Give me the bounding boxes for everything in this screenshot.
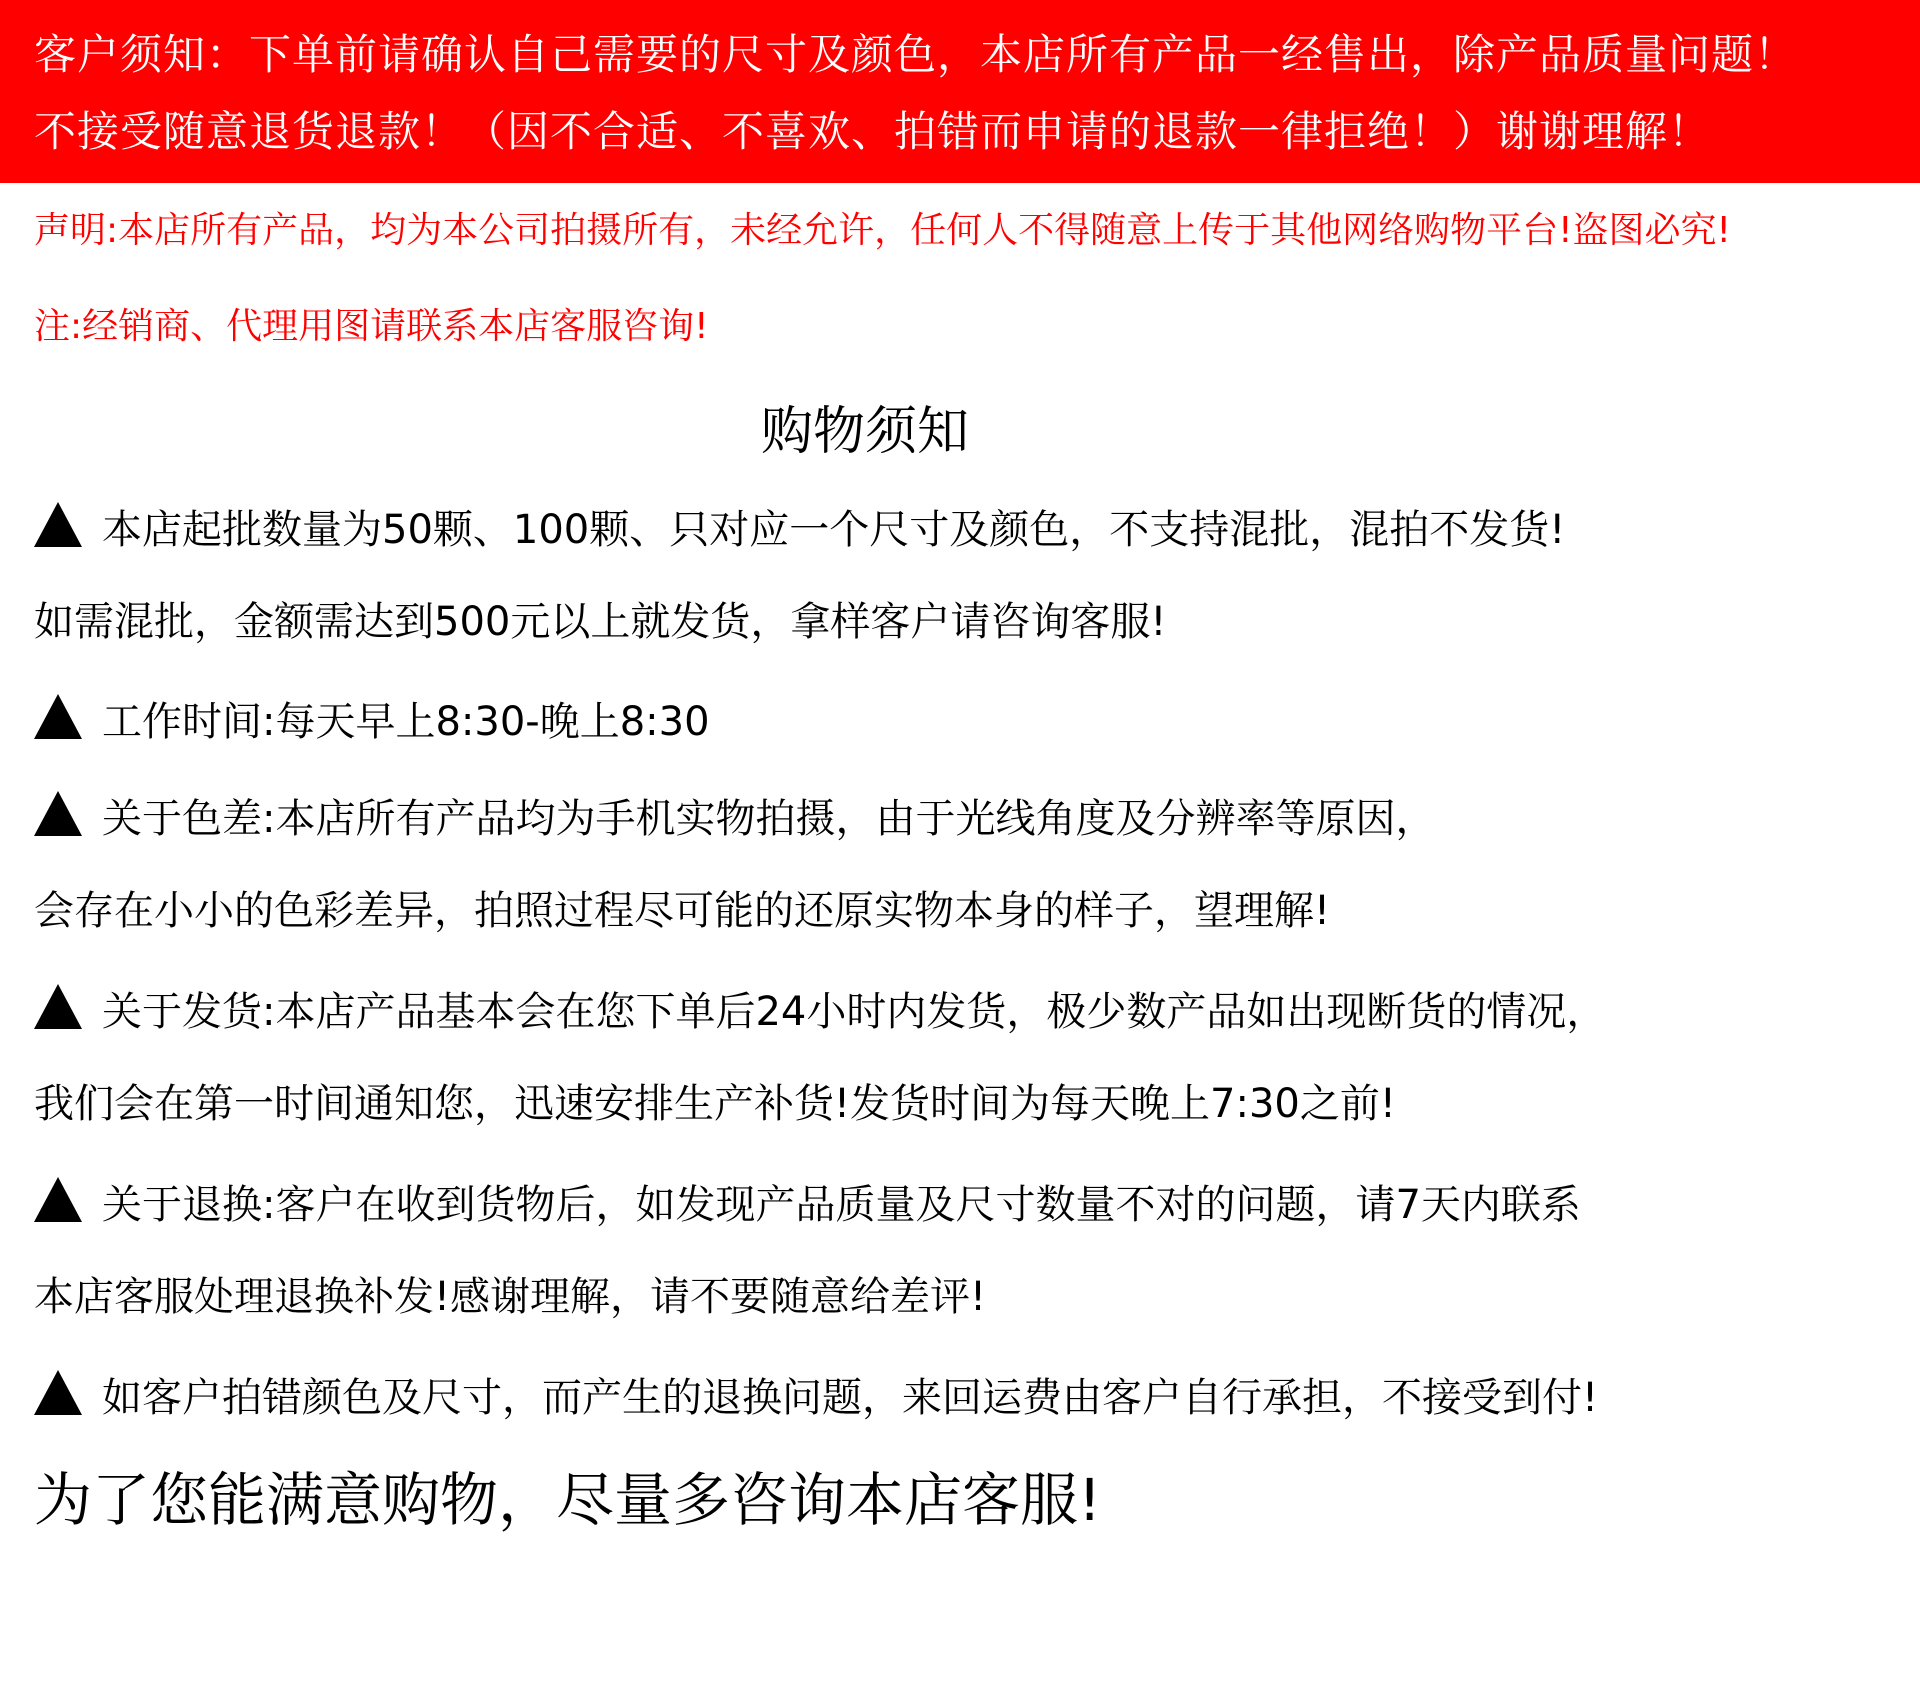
closing-message: 为了您能满意购物，尽量多咨询本店客服! (34, 1466, 1102, 1534)
triangle-bullet-icon (34, 502, 82, 547)
dealer-note: 注:经销商、代理用图请联系本店客服咨询! (34, 306, 709, 347)
returns-policy (34, 1177, 1894, 1229)
working-hours-text: 工作时间:每天早上8:30-晚上8:30 (102, 699, 710, 745)
returns-policy-continued: 本店客服处理退换补发!感谢理解，请不要随意给差评! (34, 1274, 987, 1320)
banner-line-2: 不接受随意退货退款！（因不合适、不喜欢、拍错而申请的退款一律拒绝！）谢谢理解！ (34, 107, 1712, 156)
color-difference-text: 关于色差:本店所有产品均为手机实物拍摄，由于光线角度及分辨率等原因， (102, 796, 1436, 842)
wholesale-rule-continued: 如需混批，金额需达到500元以上就发货，拿样客户请咨询客服! (34, 599, 1167, 645)
triangle-bullet-icon (34, 1177, 82, 1222)
triangle-bullet-icon (34, 791, 82, 836)
triangle-bullet-icon (34, 694, 82, 739)
triangle-bullet-icon (34, 984, 82, 1029)
shipping-info-text: 关于发货:本店产品基本会在您下单后24小时内发货，极少数产品如出现断货的情况， (102, 989, 1607, 1035)
page-title: 购物须知 (760, 402, 969, 462)
triangle-bullet-icon (34, 1370, 82, 1415)
returns-policy-text: 关于退换:客户在收到货物后，如发现产品质量及尺寸数量不对的问题，请7天内联系 (102, 1182, 1581, 1228)
color-difference (34, 791, 1894, 843)
color-difference-continued: 会存在小小的色彩差异，拍照过程尽可能的还原实物本身的样子，望理解! (34, 888, 1331, 934)
wrong-order-policy (34, 1370, 1894, 1422)
notice-banner (0, 0, 1920, 183)
banner-line-1: 客户须知：下单前请确认自己需要的尺寸及颜色，本店所有产品一经售出，除产品质量问题！ (34, 30, 1798, 79)
shipping-info-continued: 我们会在第一时间通知您，迅速安排生产补货!发货时间为每天晚上7:30之前! (34, 1081, 1396, 1127)
wrong-order-policy-text: 如客户拍错颜色及尺寸，而产生的退换问题，来回运费由客户自行承担，不接受到付! (102, 1375, 1599, 1421)
wholesale-rule-text: 本店起批数量为50颗、100颗、只对应一个尺寸及颜色，不支持混批，混拍不发货! (102, 507, 1566, 553)
working-hours (34, 694, 1894, 746)
shipping-info (34, 984, 1894, 1036)
copyright-statement: 声明:本店所有产品，均为本公司拍摄所有，未经允许，任何人不得随意上传于其他网络购物平台!盗图必究! (34, 210, 1731, 251)
wholesale-rule (34, 502, 1894, 554)
